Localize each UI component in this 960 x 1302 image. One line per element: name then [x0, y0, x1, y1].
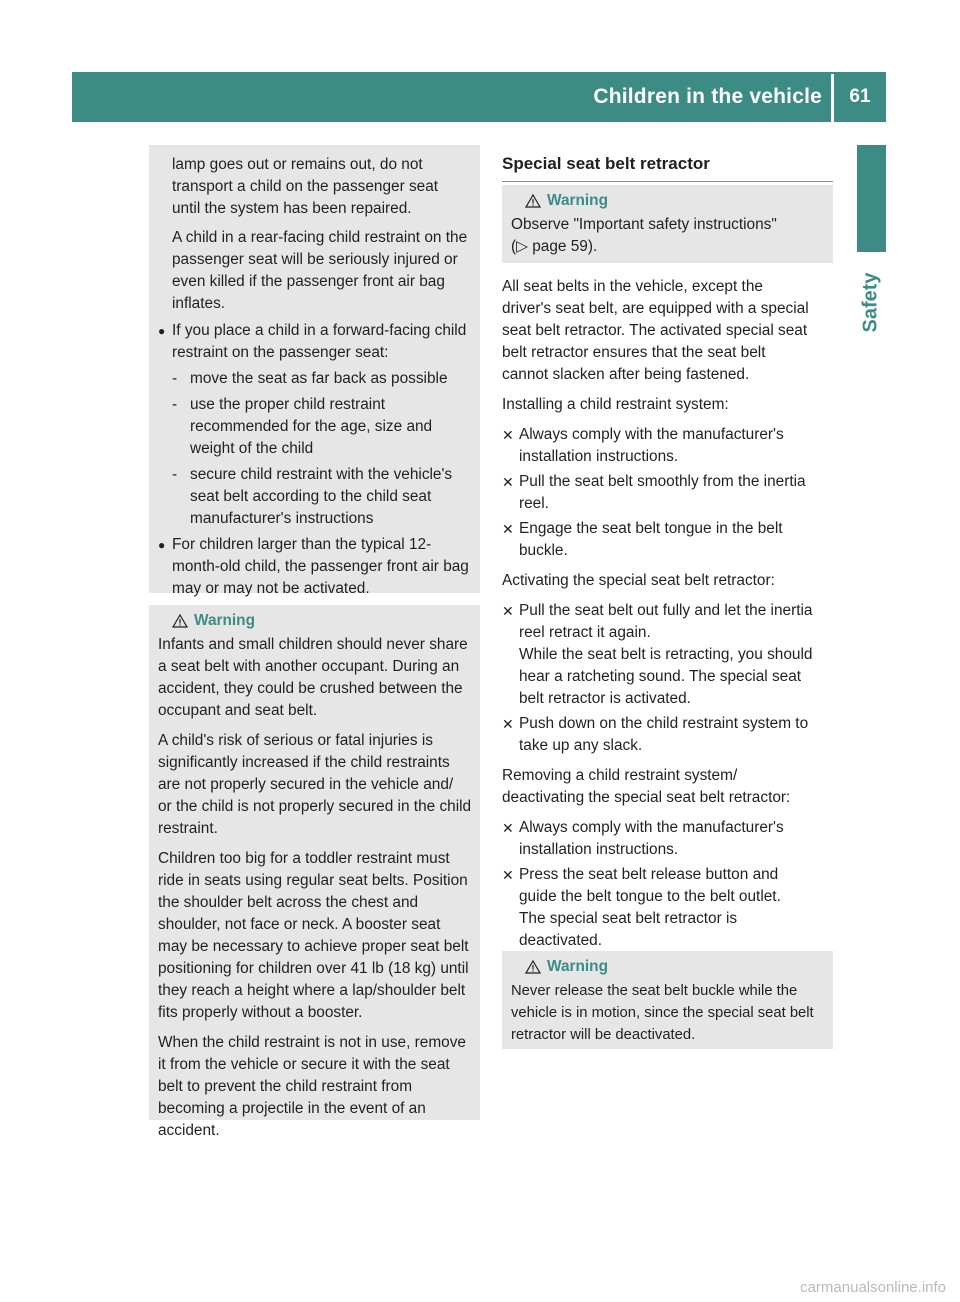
warning-heading [511, 956, 826, 978]
text-line: installation instructions. [519, 841, 679, 858]
step-arrow-icon: ✕ [502, 820, 514, 836]
text-line: use the proper child restraint [190, 396, 386, 413]
text-line: A child's risk of serious or fatal injuries is [158, 732, 433, 749]
step-arrow-icon: ✕ [502, 521, 514, 537]
text-line: may or may not be activated. [172, 580, 370, 597]
text-line: guide the belt tongue to the belt outlet. [519, 888, 781, 905]
text-line: may be necessary to achieve proper seat belt [158, 938, 469, 955]
list-item [158, 534, 473, 600]
text-line: inflates. [172, 295, 226, 312]
warning-triangle-icon [525, 194, 541, 208]
text-line: restraint. [158, 820, 218, 837]
text-line: While the seat belt is retracting, you should [519, 646, 813, 663]
text-line: take up any slack. [519, 737, 643, 754]
text-line: are not properly secured in the vehicle and/ [158, 776, 454, 793]
text-line: becoming a projectile in the event of an [158, 1100, 426, 1117]
page-header [72, 72, 886, 122]
text-line: weight of the child [190, 440, 314, 457]
warning-box-safety [502, 185, 833, 263]
text-line: driver's seat belt, are equipped with a special [502, 300, 809, 317]
text-line: recommended for the age, size and [190, 418, 433, 435]
watermark-text: carmanualsonline.info [800, 1279, 946, 1296]
step-arrow-icon: ✕ [502, 603, 514, 619]
text-line: belt to prevent the child restraint from [158, 1078, 413, 1095]
text-line: seat belt according to the child seat [190, 488, 432, 505]
text-line: until the system has been repaired. [172, 200, 412, 217]
text-line: Infants and small children should never share [158, 636, 468, 653]
text-line: significantly increased if the child restraints [158, 754, 450, 771]
chapter-title: Children in the vehicle [593, 85, 822, 108]
list-item [158, 464, 473, 530]
warning-box-buckle [502, 951, 833, 1049]
page-reference-link[interactable]: (▷ page 59). [511, 238, 598, 255]
list-item [502, 817, 833, 861]
text-line: shoulder, not face or neck. A booster seat [158, 916, 441, 933]
text-line: transport a child on the passenger seat [172, 178, 439, 195]
list-item [502, 471, 833, 515]
subheading: Activating the special seat belt retractor: [502, 572, 775, 589]
list-item [502, 424, 833, 468]
text-line: accident, they could be crushed between the [158, 680, 463, 697]
text-line: When the child restraint is not in use, remove [158, 1034, 466, 1051]
text-line: vehicle is in motion, since the special seat belt [511, 1005, 814, 1021]
list-item [502, 713, 833, 757]
text-line: positioning for children over 41 lb (18 kg) until [158, 960, 469, 977]
text-line: manufacturer's instructions [190, 510, 374, 527]
step-arrow-icon: ✕ [502, 716, 514, 732]
text-line: retractor will be deactivated. [511, 1027, 696, 1043]
dash-icon: - [172, 466, 178, 483]
text-line: occupant and seat belt. [158, 702, 318, 719]
text-line: seat belt retractor. The activated special seat [502, 322, 808, 339]
warning-continuation-box [149, 145, 480, 597]
header-divider [831, 74, 834, 122]
text-line: Never release the seat belt buckle while the [511, 983, 798, 999]
intro-paragraph [502, 276, 833, 952]
text-line: Pull the seat belt out fully and let the inertia [519, 602, 813, 619]
text-line: month-old child, the passenger front air bag [172, 558, 469, 575]
text-line: a seat belt with another occupant. During an [158, 658, 460, 675]
subheading: Removing a child restraint system/ [502, 767, 738, 784]
text-line: lamp goes out or remains out, do not [172, 156, 423, 173]
list-item [158, 394, 473, 460]
warning-heading [511, 190, 826, 212]
warning-triangle-icon [525, 960, 541, 974]
warning-box-children [149, 605, 480, 1139]
text-line: passenger seat will be seriously injured or [172, 251, 458, 268]
bullet-icon: ● [158, 324, 166, 338]
text-line: A child in a rear-facing child restraint on the [172, 229, 468, 246]
text-line: belt retractor is activated. [519, 690, 691, 707]
text-line: Push down on the child restraint system to [519, 715, 809, 732]
text-line: installation instructions. [519, 448, 679, 465]
text-line: belt retractor ensures that the seat belt [502, 344, 766, 361]
dash-icon: - [172, 370, 178, 387]
text-line: secure child restraint with the vehicle's [190, 466, 453, 483]
list-item [502, 518, 833, 562]
text-line: ride in seats using regular seat belts. Position [158, 872, 468, 889]
bullet-icon: ● [158, 538, 166, 552]
text-line: accident. [158, 1122, 220, 1139]
side-tab-label: Safety [860, 271, 882, 333]
step-arrow-icon: ✕ [502, 474, 514, 490]
text-line: fits properly without a booster. [158, 1004, 363, 1021]
dash-icon: - [172, 396, 178, 413]
text-line: cannot slacken after being fastened. [502, 366, 750, 383]
section-side-tab [857, 257, 886, 347]
text-line: Press the seat belt release button and [519, 866, 779, 883]
text-line: All seat belts in the vehicle, except the [502, 278, 763, 295]
list-item [158, 320, 473, 364]
subheading: Installing a child restraint system: [502, 396, 729, 413]
warning-label: Warning [547, 192, 608, 209]
text-line: hear a ratcheting sound. The special seat [519, 668, 802, 685]
side-color-block [857, 145, 886, 252]
text-line: the shoulder belt across the chest and [158, 894, 419, 911]
text-line: deactivated. [519, 932, 602, 949]
text-line: or the child is not properly secured in the child [158, 798, 472, 815]
page-number: 61 [849, 86, 871, 107]
text-line: they reach a height where a lap/shoulder belt [158, 982, 466, 999]
warning-triangle-icon [172, 614, 188, 628]
text-line: The special seat belt retractor is [519, 910, 738, 927]
list-item [502, 600, 833, 710]
text-line: reel. [519, 495, 549, 512]
text-line: buckle. [519, 542, 568, 559]
text-line: Observe "Important safety instructions" [511, 216, 777, 233]
warning-label: Warning [547, 958, 608, 975]
warning-label: Warning [194, 612, 255, 629]
step-arrow-icon: ✕ [502, 427, 514, 443]
text-line: Children too big for a toddler restraint must [158, 850, 450, 867]
text-line: reel retract it again. [519, 624, 651, 641]
step-arrow-icon: ✕ [502, 867, 514, 883]
text-line: Engage the seat belt tongue in the belt [519, 520, 783, 537]
text-line: Always comply with the manufacturer's [519, 426, 784, 443]
text-line: restraint on the passenger seat: [172, 344, 389, 361]
text-line: Pull the seat belt smoothly from the inertia [519, 473, 806, 490]
text-line: even killed if the passenger front air bag [172, 273, 445, 290]
text-line: Always comply with the manufacturer's [519, 819, 784, 836]
list-item [502, 864, 833, 952]
text-line: it from the vehicle or secure it with the seat [158, 1056, 450, 1073]
list-item [158, 368, 473, 390]
text-line: For children larger than the typical 12- [172, 536, 432, 553]
text-line: If you place a child in a forward-facing child [172, 322, 467, 339]
text-line: move the seat as far back as possible [190, 370, 448, 387]
subheading: deactivating the special seat belt retractor: [502, 789, 791, 806]
section-heading: Special seat belt retractor [502, 152, 833, 182]
warning-heading [158, 610, 473, 632]
